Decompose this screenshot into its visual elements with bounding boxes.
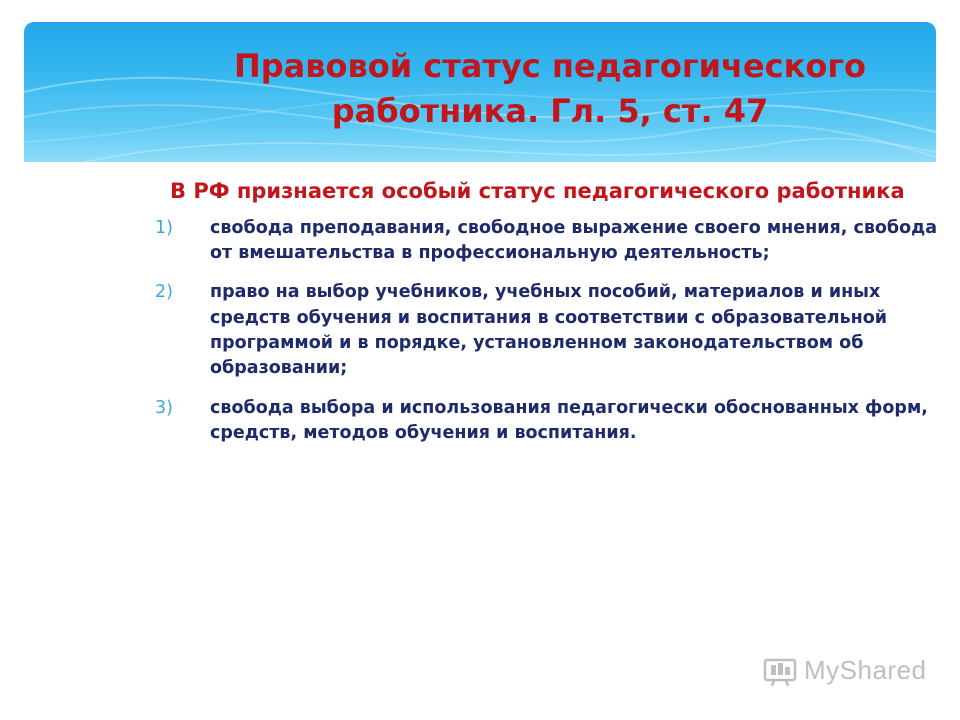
slide-content bbox=[150, 176, 950, 461]
list-item bbox=[150, 280, 950, 382]
watermark bbox=[762, 652, 927, 688]
slide-title-line-2: работника. Гл. 5, ст. 47 bbox=[331, 91, 769, 130]
list-item-text: свобода преподавания, свободное выражение своего мнения, свобода от вмешательства в профессиональную деятельность; bbox=[210, 217, 938, 263]
list-item-number: 3) bbox=[155, 397, 173, 418]
list-item-number: 2) bbox=[155, 282, 173, 303]
list-item bbox=[150, 396, 950, 447]
list-item-text: свобода выбора и использования педагогически обоснованных форм, средств, методов обучения и воспитания. bbox=[210, 397, 928, 444]
list-item-text: право на выбор учебников, учебных пособий, материалов и иных средств обучения и воспитания в соответствии с образовательной программой и в порядке, установленном законодательством об образовании; bbox=[210, 282, 888, 379]
rights-list bbox=[150, 216, 950, 447]
intro-heading: В РФ признается особый статус педагогического работника bbox=[170, 179, 905, 203]
list-item bbox=[150, 216, 950, 267]
slide-title bbox=[120, 44, 960, 134]
watermark-text: MyShared bbox=[804, 654, 927, 685]
list-item-number: 1) bbox=[155, 217, 173, 238]
myshared-logo-icon bbox=[762, 652, 798, 688]
slide-title-line-1: Правовой статус педагогического bbox=[233, 47, 867, 85]
